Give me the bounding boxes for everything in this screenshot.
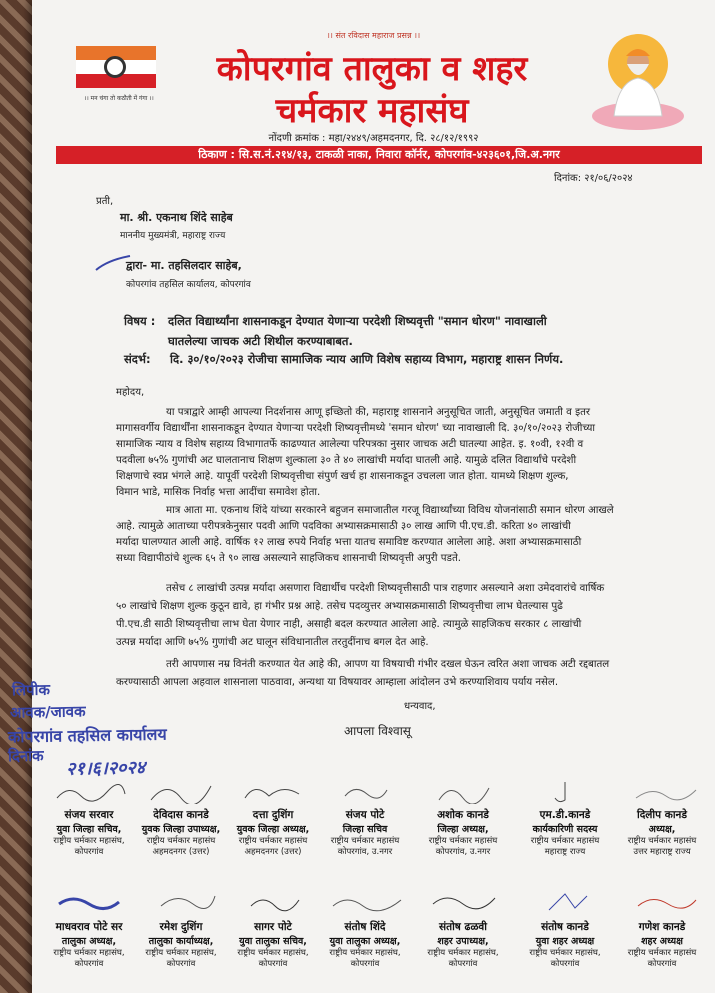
org-title-line2: चर्मकार महासंघ [275,91,469,131]
body-line: आहे. त्यामुळे आताच्या परीपत्रकेनुसार पदवी आणि पदविका अभ्यासक्रमासाठी ३० लाख आणि पी.एच.डी. करिता ४० लाखांची [116,521,571,532]
signatory-block: देविदास कानडे युवक जिल्हा उपाध्यक्ष, राष्ट्रीय चर्मकार महासंघ अहमदनगर (उत्तर) [126,780,236,857]
body-line: पदवीला ७५% गुणांची अट घालतानाच शिक्षण शुल्काला ३० ते ४० लाखांची मर्यादा घातली आहे. यामुळे दलित विद्यार्थांचे परदेशी [116,455,577,466]
signatory-block: गणेश कानडे शहर अध्यक्ष राष्ट्रीय चर्मकार महासंघ कोपरगांव [610,892,714,969]
stamp-handwritten-date: २१।६।२०२४ [65,757,146,780]
body-line: मर्यादा घालण्यात आली आहे. वार्षिक १२ लाख रुपये निर्वाह भत्ता यातच समाविष्ट करण्यात आलेला आहे. अशा अभ्यासक्रमासाठी [116,537,582,548]
signatory-block: संतोष शिंदे युवा तालुका अध्यक्ष, राष्ट्रीय चर्मकार महासंघ, कोपरगांव [310,892,420,969]
recipient-prati: प्रती, [96,196,114,207]
signature-scribble [325,892,405,916]
signatory-block: दिलीप कानडे अध्यक्ष, राष्ट्रीय चर्मकार महासंघ उत्तर महाराष्ट्र राज्य [610,780,714,857]
signatory-block: संजय पोटे जिल्हा सचिव राष्ट्रीय चर्मकार महासंघ कोपरगांव, उ.नगर [310,780,420,857]
body-line: तरी आपणास नम्र विनंती करण्यात येत आहे की, आपण या विषयाची गंभीर दखल घेऊन त्वरित अशा जाचक अटी रद्दबातल [166,659,610,670]
signature-scribble [233,780,313,804]
signature-scribble [141,780,221,804]
stamp-office: कोपरगांव तहसिल कार्यालय [7,724,167,747]
signature-scribble [525,892,605,916]
body-line: शिक्षणाचे स्वप्न भंगले आहे. यापूर्वी परदेशी शिष्यवृत्तीचा संपुर्ण खर्च हा शासनाकडून उचलला जात होता. यामध्ये शिक्षण शुल्क, [116,471,569,482]
stamp-date-label: दिनांक [7,746,44,766]
signatory-block: दत्ता दुशिंग युवक जिल्हा अध्यक्ष, राष्ट्रीय चर्मकार महासंघ अहमदनगर (उत्तर) [218,780,328,857]
body-line: सामाजिक न्याय व विशेष सहाय्य विभागातर्फे काढण्यात आलेल्या परिपत्रका नुसार जाचक अटी घातल्या आहेत. इ. १०वी, १२वी व [116,439,584,450]
recipient-via: द्वारा- मा. तहसिलदार साहेब, [126,259,242,272]
signature-scribble [141,892,221,916]
signature-scribble [233,892,313,916]
subject-label: विषय : [124,314,156,328]
saint-portrait-icon [584,24,692,132]
signature-scribble [423,780,503,804]
signatory-block: रमेश दुशिंग तालुका कार्याध्यक्ष, राष्ट्रीय चर्मकार महासंघ, कोपरगांव [126,892,236,969]
address-bar: ठिकाण : सि.स.नं.२१४/१३, टाकळी नाका, निवारा कॉर्नर, कोपरगांव-४२३६०१,जि.अ.नगर [56,146,702,164]
salutation: महोदय, [116,387,145,398]
recipient-designation: माननीय मुख्यमंत्री, महाराष्ट्र राज्य [120,231,226,241]
body-line: या पत्राद्वारे आम्ही आपल्या निदर्शनास आणू इच्छितो की, महाराष्ट्र शासनाने अनुसूचित जाती, अनुसूचित जमाती व इतर [166,407,591,418]
signature-scribble [525,780,605,804]
signatory-block: माधवराव पोटे सर तालुका अध्यक्ष, राष्ट्रीय चर्मकार महासंघ, कोपरगांव [34,892,144,969]
signatory-block: अशोक कानडे जिल्हा अध्यक्ष, राष्ट्रीय चर्मकार महासंघ कोपरगांव, उ.नगर [408,780,518,857]
body-line: विमान भाडे, मासिक निर्वाह भत्ता आदींचा समावेश होता. [116,487,321,498]
stamp-clerk: लिपीक [11,680,51,700]
signature-scribble [622,892,702,916]
body-line: मागासवर्गीय विद्यार्थींना शासनाकडून देण्यात येणाऱ्या परदेशी शिष्यवृत्तीमध्ये 'समान धोरण' च्या नावाखाली दि. ३०/१०/२०२३ रोजीच्या [116,423,596,434]
signature-scribble [622,780,702,804]
signatory-block: संतोष ढळवी शहर उपाध्यक्ष, राष्ट्रीय चर्मकार महासंघ, कोपरगांव [408,892,518,969]
signatory-block: संतोष कानडे युवा शहर अध्यक्ष राष्ट्रीय चर्मकार महासंघ, कोपरगांव [510,892,620,969]
recipient-via-office: कोपरगांव तहसिल कार्यालय, कोपरगांव [126,280,251,290]
reference-label: संदर्भ: [124,352,151,366]
registration-number: नोंदणी क्रमांक : महा/२४४९/अहमदनगर, दि. २८/१२/१९९२ [268,133,479,144]
recipient-name: मा. श्री. एकनाथ शिंदे साहेब [120,211,233,224]
signature-scribble [423,892,503,916]
body-line: ५० लाखांचे शिक्षण शुल्क कुठून द्यावे, हा गंभीर प्रश्न आहे. तसेच पदव्युत्तर अभ्यासक्रमासाठी शिष्यवृत्तीचा लाभ घेतल्यास पुढे [116,601,563,612]
thanks: धन्यवाद, [404,701,436,712]
body-line: करण्यासाठी आपला अहवाल शासनाला पाठवावा, अन्यथा या विषयावर आम्हाला आंदोलन उभे करण्याशिवाय पर्याय नसेल. [116,677,559,688]
gear-emblem-icon [76,46,156,88]
signature-scribble [49,892,129,916]
letter-date: दिनांक: २१/०६/२०२४ [554,173,633,184]
body-line: सध्या विद्यापीठांचे शुल्क ६५ ते ९० लाख असल्याने साहजिकच शासनाची शिष्यवृत्ती अपुरी पडते. [116,553,462,564]
signature-scribble [49,780,129,804]
body-line: मात्र आता मा. एकनाथ शिंदे यांच्या सरकारने बहुजन समाजातील गरजू विद्यार्थ्यांच्या विविध योजनांसाठी समान धोरण आखले [166,505,614,516]
signatory-block: सागर पोटे युवा तालुका सचिव, राष्ट्रीय चर्मकार महासंघ, कोपरगांव [218,892,328,969]
subject-line1: दलित विद्यार्थ्यांना शासनाकडून देण्यात येणाऱ्या परदेशी शिष्यवृत्ती "समान धोरण" नावाखाली [168,314,547,328]
body-line: उत्पन्न मर्यादा आणि ७५% गुणांची अट घालून संविधानातील तरतुदींनाच बगल देत आहे. [116,637,429,648]
subject-line2: घातलेल्या जाचक अटी शिथील करण्याबाबत. [168,334,353,348]
stamp-inward: आवक/जावक [9,702,86,722]
top-motto: ।। संत रविदास महाराज प्रसन्न ।। [326,31,421,40]
org-title-line1: कोपरगांव तालुका व शहर [216,49,528,89]
signatory-block: एम.डी.कानडे कार्यकारिणी सदस्य राष्ट्रीय चर्मकार महासंघ महाराष्ट्र राज्य [510,780,620,857]
reference-text: दि. ३०/१०/२०२३ रोजीचा सामाजिक न्याय आणि विशेष सहाय्य विभाग, महाराष्ट्र शासन निर्णय. [170,352,564,366]
logo-caption: ।। मन चंगा तो कठौती में गंगा ।। [84,95,154,102]
body-line: पी.एच.डी साठी शिष्यवृत्तीचा लाभ घेता येणार नाही, असाही बदल करण्यात आलेला आहे. त्यामुळे साहजिकच सरकार ८ लाखांची [116,619,582,630]
closing: आपला विश्वासू [344,724,411,738]
signatory-block: संजय सरवार युवा जिल्हा सचिव, राष्ट्रीय चर्मकार महासंघ, कोपरगांव [34,780,144,857]
body-line: तसेच ८ लाखांची उत्पन्न मर्यादा असणारा विद्यार्थीच परदेशी शिष्यवृत्तीसाठी पात्र राहणार असल्याने अशा उमेदवारांचे वार्षिक [166,583,605,594]
signature-scribble [325,780,405,804]
letter-page [7,0,715,993]
